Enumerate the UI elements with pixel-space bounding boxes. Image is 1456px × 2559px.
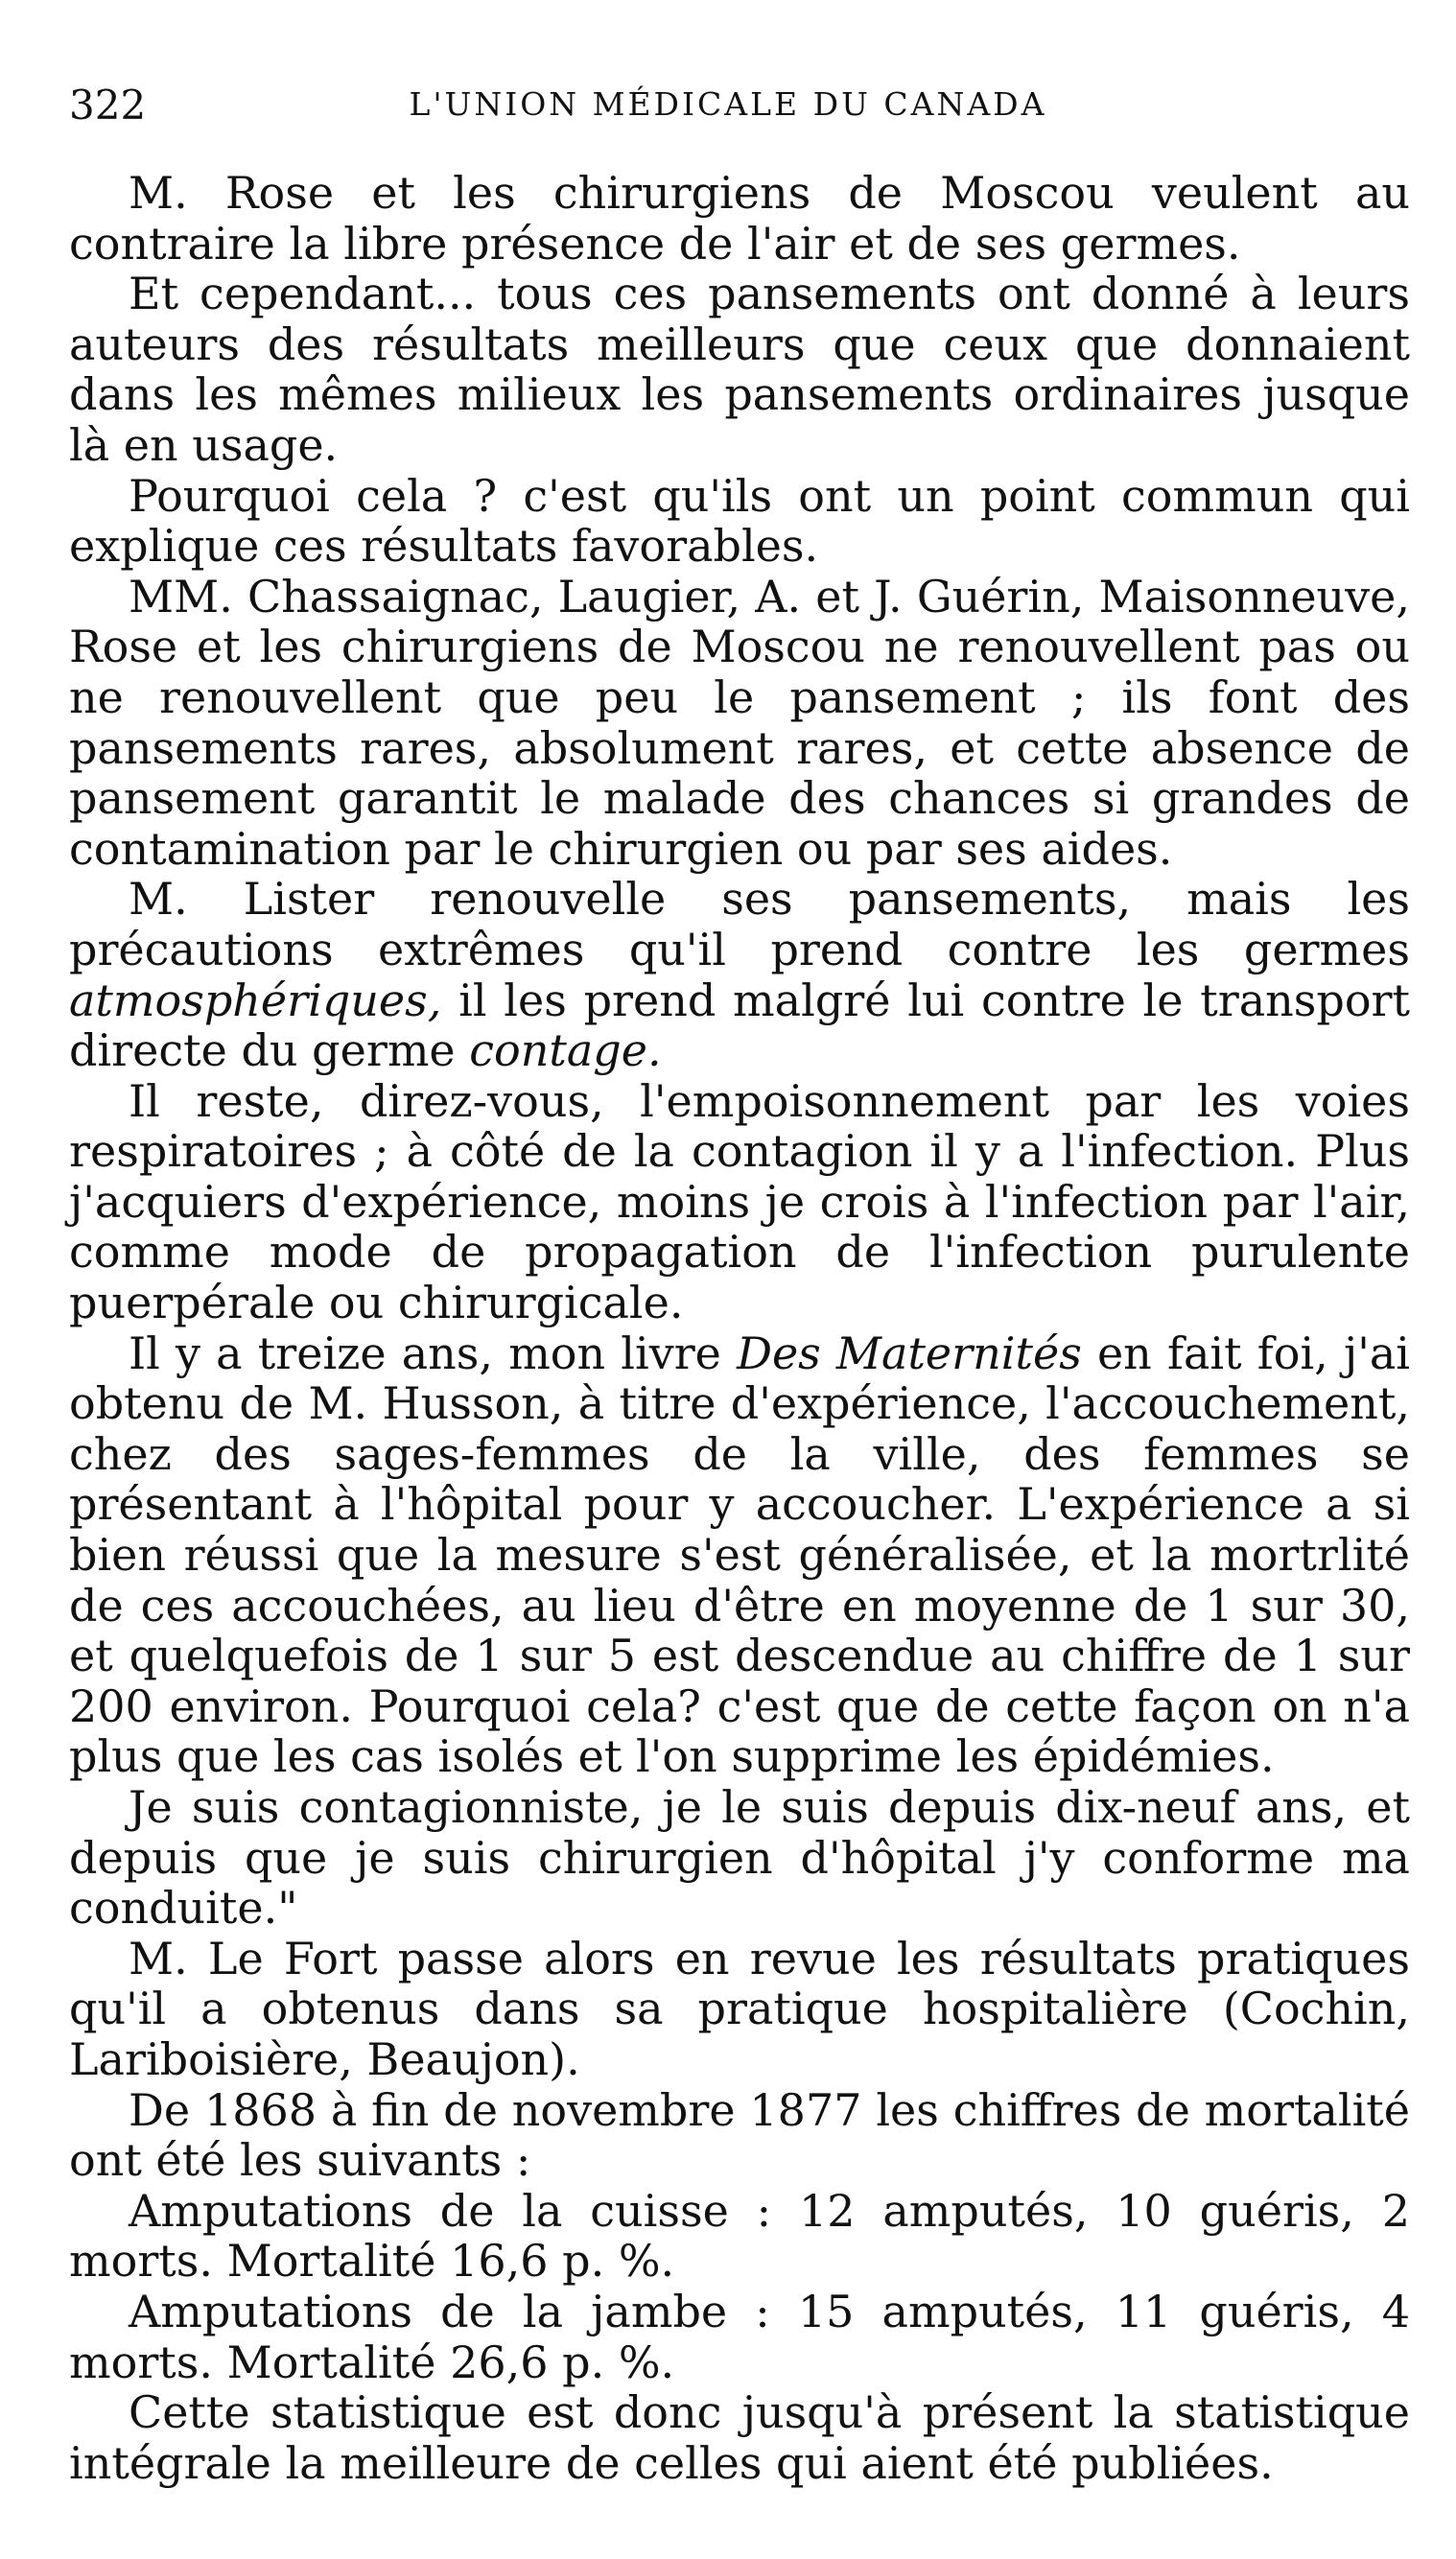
paragraph-7 bbox=[69, 1328, 1410, 1782]
paragraph-text: en fait foi, j'ai obtenu de M. Husson, à titre d'expérience, l'accouchement, chez des sages-femmes de la ville, des femmes se présentant à l'hôpital pour y accoucher. L'expérience a si bien réussi que la mesure s'est généralisée, et la mortrlité de ces accouchées, au lieu d'être en moyenne de 1 sur 30, et quelquefois de 1 sur 5 est descendue au chiffre de 1 sur 200 environ. Pourquoi cela? c'est que de cette façon on n'a plus que les cas isolés et l'on supprime les épidémies. bbox=[69, 1326, 1410, 1783]
paragraph-9 bbox=[69, 1934, 1410, 2085]
paragraph-10 bbox=[69, 2085, 1410, 2186]
paragraph-11 bbox=[69, 2186, 1410, 2287]
paragraph-text: Il reste, direz-vous, l'empoisonnement par les voies respiratoires ; à côté de la contagion il y a l'infection. Plus j'acquiers d'expérience, moins je crois à l'infection par l'air, comme mode de propagation de l'infection purulente puerpérale ou chirurgicale. bbox=[69, 1074, 1410, 1329]
paragraph-text: Il y a treize ans, mon livre bbox=[129, 1326, 738, 1379]
paragraph-text: Je suis contagionniste, je le suis depuis dix-neuf ans, et depuis que je suis chirurgien d'hôpital j'y conforme ma conduite." bbox=[69, 1781, 1410, 1935]
paragraph-8 bbox=[69, 1782, 1410, 1934]
italic-text: contage. bbox=[469, 1024, 662, 1077]
body-text bbox=[69, 168, 1410, 2488]
page-number: 322 bbox=[69, 82, 147, 129]
paragraph-2 bbox=[69, 269, 1410, 470]
paragraph-3 bbox=[69, 471, 1410, 572]
paragraph-text: M. Rose et les chirurgiens de Moscou veulent au contraire la libre présence de l'air et de ses germes. bbox=[69, 167, 1410, 270]
paragraph-text: M. Lister renouvelle ses pansements, mais les précautions extrêmes qu'il prend contre les germes bbox=[69, 873, 1410, 975]
paragraph-text: M. Le Fort passe alors en revue les résultats pratiques qu'il a obtenus dans sa pratique hospitalière (Cochin, Lariboisière, Beaujon). bbox=[69, 1932, 1410, 2085]
paragraph-6 bbox=[69, 1076, 1410, 1328]
paragraph-text: Cette statistique est donc jusqu'à présent la statistique intégrale la meilleure de celles qui aient été publiées. bbox=[69, 2386, 1410, 2489]
paragraph-text: il les prend malgré lui contre le transport directe du germe bbox=[69, 974, 1410, 1077]
paragraph-5 bbox=[69, 874, 1410, 1075]
book-title: Des Maternités bbox=[737, 1326, 1082, 1379]
paragraph-text: Pourquoi cela ? c'est qu'ils ont un point commun qui explique ces résultats favorables. bbox=[69, 469, 1410, 573]
running-head: L'UNION MÉDICALE DU CANADA bbox=[409, 85, 1047, 123]
paragraph-4 bbox=[69, 572, 1410, 875]
paragraph-text: Amputations de la jambe : 15 amputés, 11 guéris, 4 morts. Mortalité 26,6 p. %. bbox=[69, 2285, 1410, 2388]
page-header bbox=[58, 82, 1398, 129]
paragraph-text: De 1868 à fin de novembre 1877 les chiffres de mortalité ont été les suivants : bbox=[69, 2083, 1410, 2187]
paragraph-12 bbox=[69, 2287, 1410, 2387]
paragraph-text: Et cependant... tous ces pansements ont donné à leurs auteurs des résultats meilleurs que ceux que donnaient dans les mêmes milieux les pansements ordinaires jusque là en usage. bbox=[69, 268, 1410, 471]
paragraph-text: MM. Chassaignac, Laugier, A. et J. Guérin, Maisonneuve, Rose et les chirurgiens de Moscou ne renouvellent pas ou ne renouvellent que peu le pansement ; ils font des pansements rares, absolument rares, et cette absence de pansement garantit le malade des chances si grandes de contamination par le chirurgien ou par ses aides. bbox=[69, 570, 1410, 875]
paragraph-1 bbox=[69, 168, 1410, 269]
paragraph-13 bbox=[69, 2387, 1410, 2488]
italic-text: atmosphériques, bbox=[69, 974, 442, 1026]
paragraph-text: Amputations de la cuisse : 12 amputés, 10 guéris, 2 morts. Mortalité 16,6 p. %. bbox=[69, 2184, 1410, 2288]
